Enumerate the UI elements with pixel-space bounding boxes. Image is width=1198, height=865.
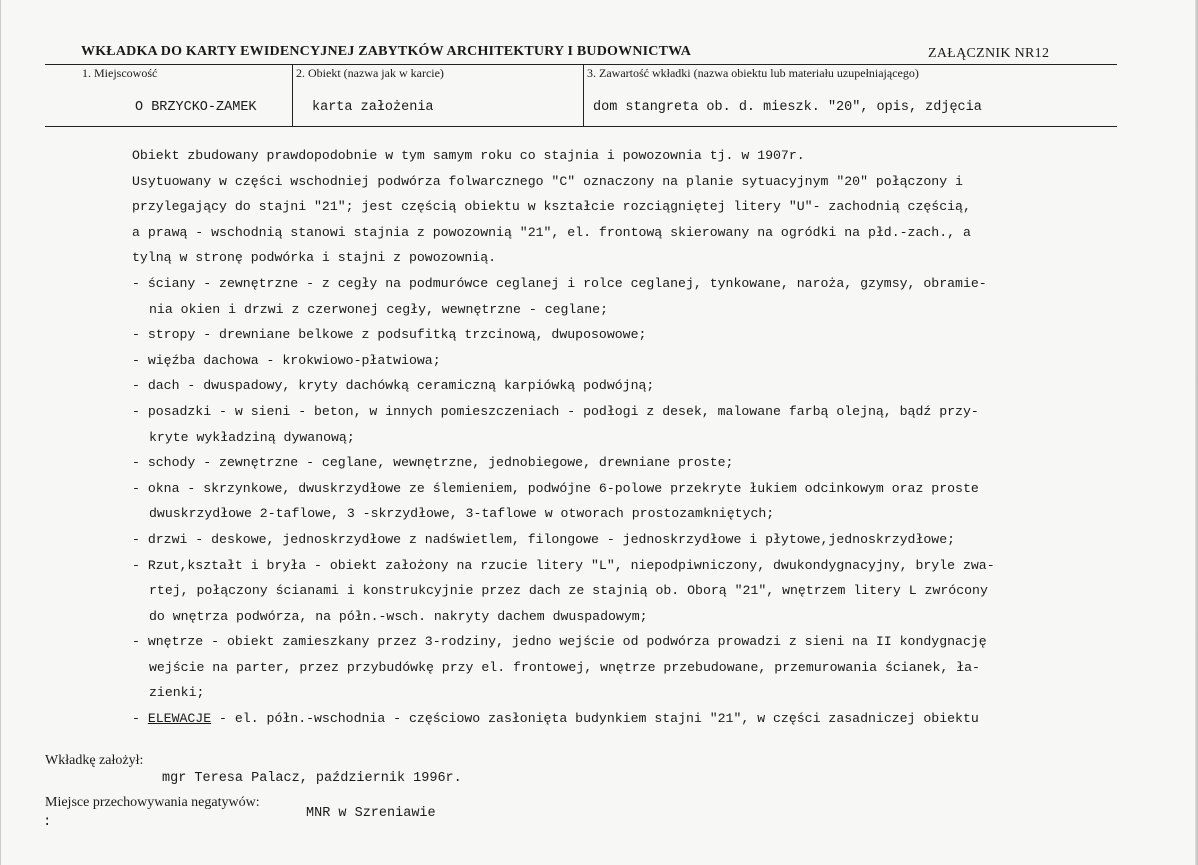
body-line: - wnętrze - obiekt zamieszkany przez 3-rodziny, jedno wejście od podwórza prowadzi z sieni na II kondygnację bbox=[132, 634, 987, 650]
description-body bbox=[132, 143, 1072, 732]
elevation-dash: - bbox=[132, 711, 148, 727]
place-label: 1. Miejscowość bbox=[82, 66, 158, 80]
body-line: do wnętrza podwórza, na półn.-wsch. nakryty dachem dwuspadowym; bbox=[149, 608, 648, 624]
body-line: nia okien i drzwi z czerwonej cegły, wewnętrzne - ceglane; bbox=[149, 301, 608, 317]
colon-mark: : bbox=[43, 814, 52, 830]
content-value: dom stangreta ob. d. mieszk. "20", opis, zdjęcia bbox=[593, 100, 982, 115]
elevation-text: - el. półn.-wschodnia - częściowo zasłonięta budynkiem stajni "21", w części zasadniczej obiektu bbox=[211, 711, 979, 727]
body-line: - okna - skrzynkowe, dwuskrzydłowe ze ślemieniem, podwójne 6-polowe przekryte łukiem odcinkowym oraz proste bbox=[132, 480, 979, 496]
table-rule bbox=[45, 126, 1117, 127]
column-divider-2 bbox=[583, 64, 584, 126]
body-line: - dach - dwuspadowy, kryty dachówką ceramiczną karpiówką podwójną; bbox=[132, 378, 655, 394]
annex-number: ZAŁĄCZNIK NR12 bbox=[928, 46, 1050, 61]
body-line: - drzwi - deskowe, jednoskrzydłowe z nadświetlem, filongowe - jednoskrzydłowe i płytowe,jednoskrzydłowe; bbox=[132, 531, 956, 547]
object-value: karta założenia bbox=[312, 100, 434, 115]
content-label: 3. Zawartość wkładki (nazwa obiektu lub materiału uzupełniającego) bbox=[587, 66, 919, 80]
prepared-by-label: Wkładkę założył: bbox=[45, 753, 144, 768]
prepared-by-value: mgr Teresa Palacz, październik 1996r. bbox=[162, 771, 462, 786]
body-line: przylegający do stajni "21"; jest częścią obiektu w kształcie rozciągniętej litery "U"- zachodnią częścią, bbox=[132, 199, 971, 215]
negatives-location-label: Miejsce przechowywania negatywów: bbox=[45, 795, 260, 810]
form-title: WKŁADKA DO KARTY EWIDENCYJNEJ ZABYTKÓW ARCHITEKTURY I BUDOWNICTWA bbox=[81, 44, 692, 59]
body-line: dwuskrzydłowe 2-taflowe, 3 -skrzydłowe, 3-taflowe w otworach prostozamkniętych; bbox=[149, 506, 775, 522]
body-line: a prawą - wschodnią stanowi stajnia z powozownią "21", el. frontową skierowany na ogródki na płd.-zach., a bbox=[132, 224, 971, 240]
body-line-elevation bbox=[132, 706, 1072, 732]
place-value: O BRZYCKO-ZAMEK bbox=[135, 100, 257, 115]
body-line: - więźba dachowa - krokwiowo-płatwiowa; bbox=[132, 352, 441, 368]
body-line: - Rzut,kształt i bryła - obiekt założony na rzucie litery "L", niepodpiwniczony, dwukondygnacyjny, bryle zwa- bbox=[132, 557, 995, 573]
body-line: - schody - zewnętrzne - ceglane, wewnętrzne, jednobiegowe, drewniane proste; bbox=[132, 455, 734, 471]
body-line: wejście na parter, przez przybudówkę przy el. frontowej, wnętrze przebudowane, przemurowania ścianek, ła- bbox=[149, 659, 980, 675]
header-rule bbox=[45, 64, 1117, 65]
body-line: zienki; bbox=[149, 685, 205, 701]
body-line: kryte wykładziną dywanową; bbox=[149, 429, 355, 445]
body-line: Obiekt zbudowany prawdopodobnie w tym samym roku co stajnia i powozownia tj. w 1907r. bbox=[132, 148, 805, 163]
body-line: Usytuowany w części wschodniej podwórza folwarcznego "C" oznaczony na planie sytuacyjnym "20" połączony i bbox=[132, 173, 963, 189]
body-line: - stropy - drewniane belkowe z podsufitką trzcinową, dwuposowowe; bbox=[132, 327, 647, 343]
elevation-heading: ELEWACJE bbox=[147, 711, 212, 727]
object-label: 2. Obiekt (nazwa jak w karcie) bbox=[296, 66, 444, 80]
body-line: - posadzki - w sieni - beton, w innych pomieszczeniach - podłogi z desek, malowane farbą olejną, bądź przy- bbox=[132, 403, 979, 419]
body-line: rtej, połączony ścianami i konstrukcyjnie przez dach ze stajnią ob. Oborą "21", wnętrzem litery L zwrócony bbox=[149, 583, 988, 599]
negatives-location-value: MNR w Szreniawie bbox=[306, 806, 436, 821]
column-divider-1 bbox=[292, 64, 293, 126]
body-line: tylną w stronę podwórka i stajni z powozownią. bbox=[132, 250, 497, 266]
body-line: - ściany - zewnętrzne - z cegły na podmurówce ceglanej i rolce ceglanej, tynkowane, naroża, gzymsy, obramie- bbox=[132, 275, 987, 291]
